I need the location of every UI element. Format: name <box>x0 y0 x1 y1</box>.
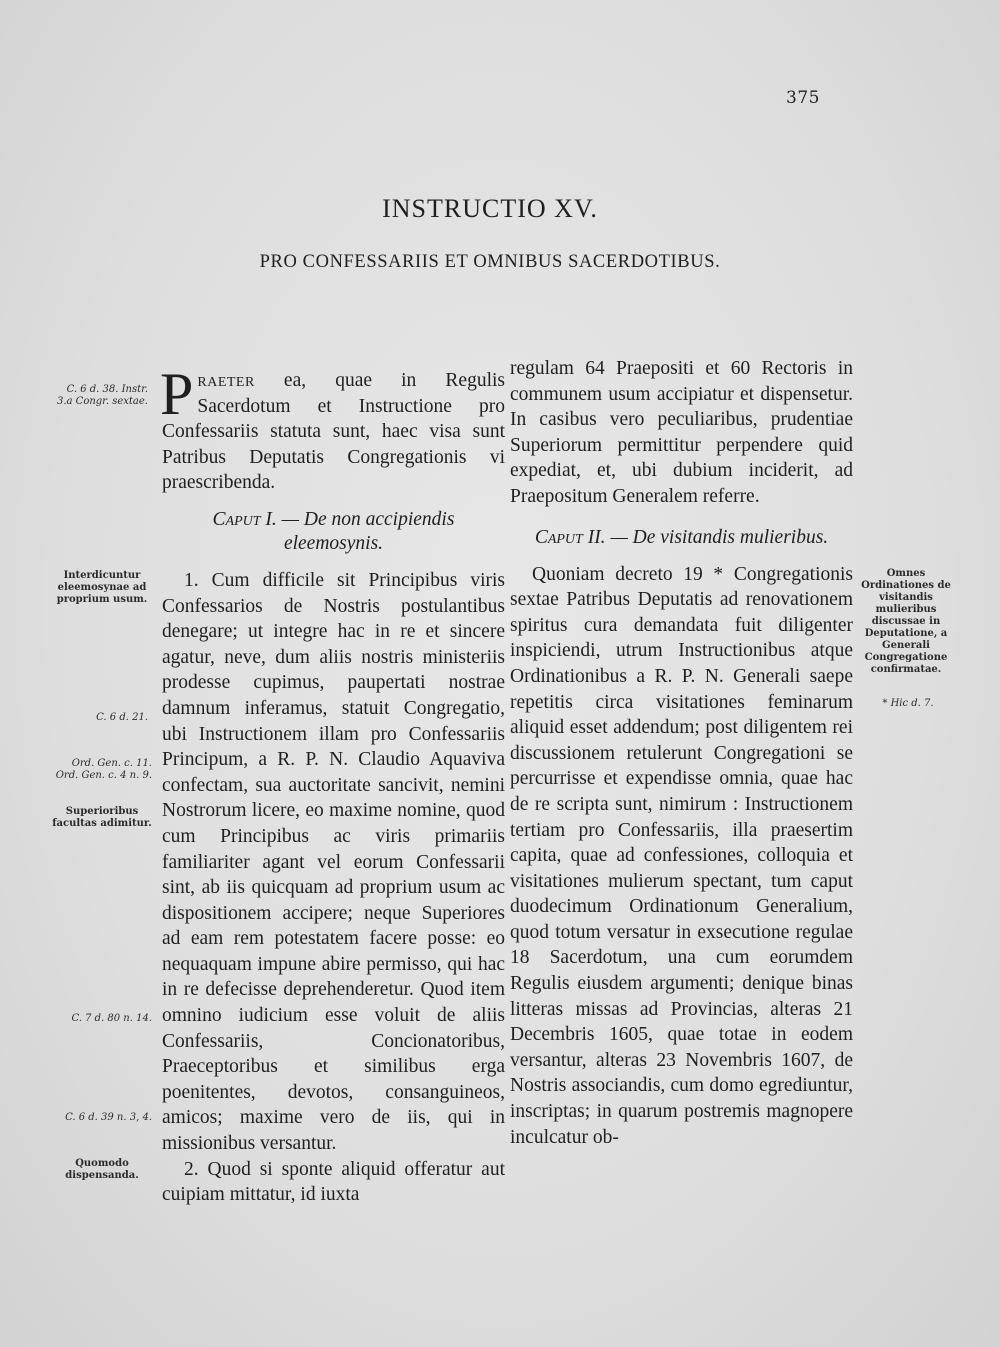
margin-note-ref-3: Ord. Gen. c. 11. Ord. Gen. c. 4 n. 9. <box>55 758 152 781</box>
margin-note-ordinationes: Omnes Ordinationes de visitandis mulieribus discussae in Deputatione, a Generali Congregatione confirmatae. <box>861 568 951 675</box>
margin-note-eleemosynae: Interdicuntur eleemosynae ad proprium usum. <box>56 570 148 605</box>
margin-note-ref-4: C. 7 d. 80 n. 14. <box>71 1013 152 1024</box>
drop-cap: P <box>160 361 194 427</box>
caput-2-title: — De visitandis mulieribus. <box>605 526 829 548</box>
intro-smallcaps: raeter <box>197 370 255 391</box>
margin-note-quomodo: Quomodo dispensanda. <box>65 1158 139 1181</box>
margin-note-ref-hic: * Hic d. 7. <box>882 698 934 709</box>
paragraph-2: 2. Quod si sponte aliquid offeratur aut cuipiam mittatur, id iuxta <box>162 1158 505 1206</box>
paragraph-1: 1. Cum difficile sit Principibus viris Confessarios de Nostris postulantibus denegare; ut integre hac in re et sincere agatur, neve, dum aliis nostris ministeriis prodesse cupimus, paupertati nostrae damnum inferamus, statuit Congregatio, ubi Instructionem illam pro Confessariis Principum, a R. P. N. Claudio Aquaviva confectam, sua auctoritate sancivit, nemini Nostrorum licere, eo maxime nomine, quod cum Principibus ac viris primariis familiariter agant vel eorum Confessarii sint, ab iis quicquam ad proprium usum ac dispositionem accipere; neque Superiores ad eam rem potestatem facere posse: eo nequaquam impune abire permisso, qui hac in re defecisse deprehenderetur. Quod item omnino iudicium esse voluit de aliis Confessariis, Concionatoribus, Praeceptoribus et similibus erga poenitentes, devotos, consanguineos, amicos; maxime vero de iis, qui in missionibus versantur. <box>162 569 505 1155</box>
caput-1-label: Caput I. <box>212 508 277 530</box>
margin-note-ref-5: C. 6 d. 39 n. 3, 4. <box>65 1112 152 1123</box>
caput-1-title: — De non accipiendis eleemosynis. <box>276 508 455 554</box>
margin-note-superioribus: Superioribus facultas adimitur. <box>52 806 152 829</box>
page-subtitle: PRO CONFESSARIIS ET OMNIBUS SACERDOTIBUS. <box>259 252 721 272</box>
page-number: 375 <box>786 88 820 108</box>
caput-1-heading <box>162 508 505 556</box>
text-column-right <box>510 356 853 1150</box>
caput-2-label: Caput II. <box>534 526 606 548</box>
text-column-left <box>160 361 505 1208</box>
margin-note-ref-1: C. 6 d. 38. Instr. 3.a Congr. sextae. <box>56 384 148 407</box>
intro-text: ea, quae in Regulis Sacerdotum et Instructione pro Confessariis statuta sunt, haec visa sunt Patribus Deputatis Congregationis vi praescribenda. <box>162 370 505 494</box>
paragraph-continued: regulam 64 Praepositi et 60 Rectoris in communem usum accipiatur et dispensetur. In casibus vero peculiaribus, prudentiae Superiorum permittitur perpendere quid expediat, et, ubi dubium inciderit, ad Praepositum Generalem referre. <box>510 358 853 507</box>
caput-2-heading <box>510 526 853 550</box>
margin-note-ref-2: C. 6 d. 21. <box>96 712 148 723</box>
page-title: INSTRUCTIO XV. <box>382 194 598 223</box>
intro-paragraph <box>160 361 505 496</box>
paragraph-3: Quoniam decreto 19 * Congregationis sextae Patribus Deputatis ad renovationem spiritus cura demandata fuit diligenter inspiciendi, utrum Instructionibus atque Ordinationibus a R. P. N. Generali saepe repetitis circa visitationes feminarum aliquid esset addendum; post diligentem rei discussionem retulerunt Congregationi se percurrisse et expendisse omnia, quae hac de re scripta sunt, nimirum : Instructionem tertiam pro Confessariis, illa praesertim capita, quae ad confessiones, colloquia et visitationes mulierum spectant, tum caput duodecimum Ordinationum Generalium, quod totum versatur in exsecutione regulae 18 Sacerdotum, una cum eorumdem Regulis eiusdem argumenti; denique binas litteras missas ad Provincias, alteras 21 Decembris 1605, quae totae in eodem versantur, alteras 23 Novembris 1607, de Nostris associandis, cum domo egrediuntur, inscriptas; in quarum postremis magnopere inculcatur ob- <box>510 563 853 1148</box>
